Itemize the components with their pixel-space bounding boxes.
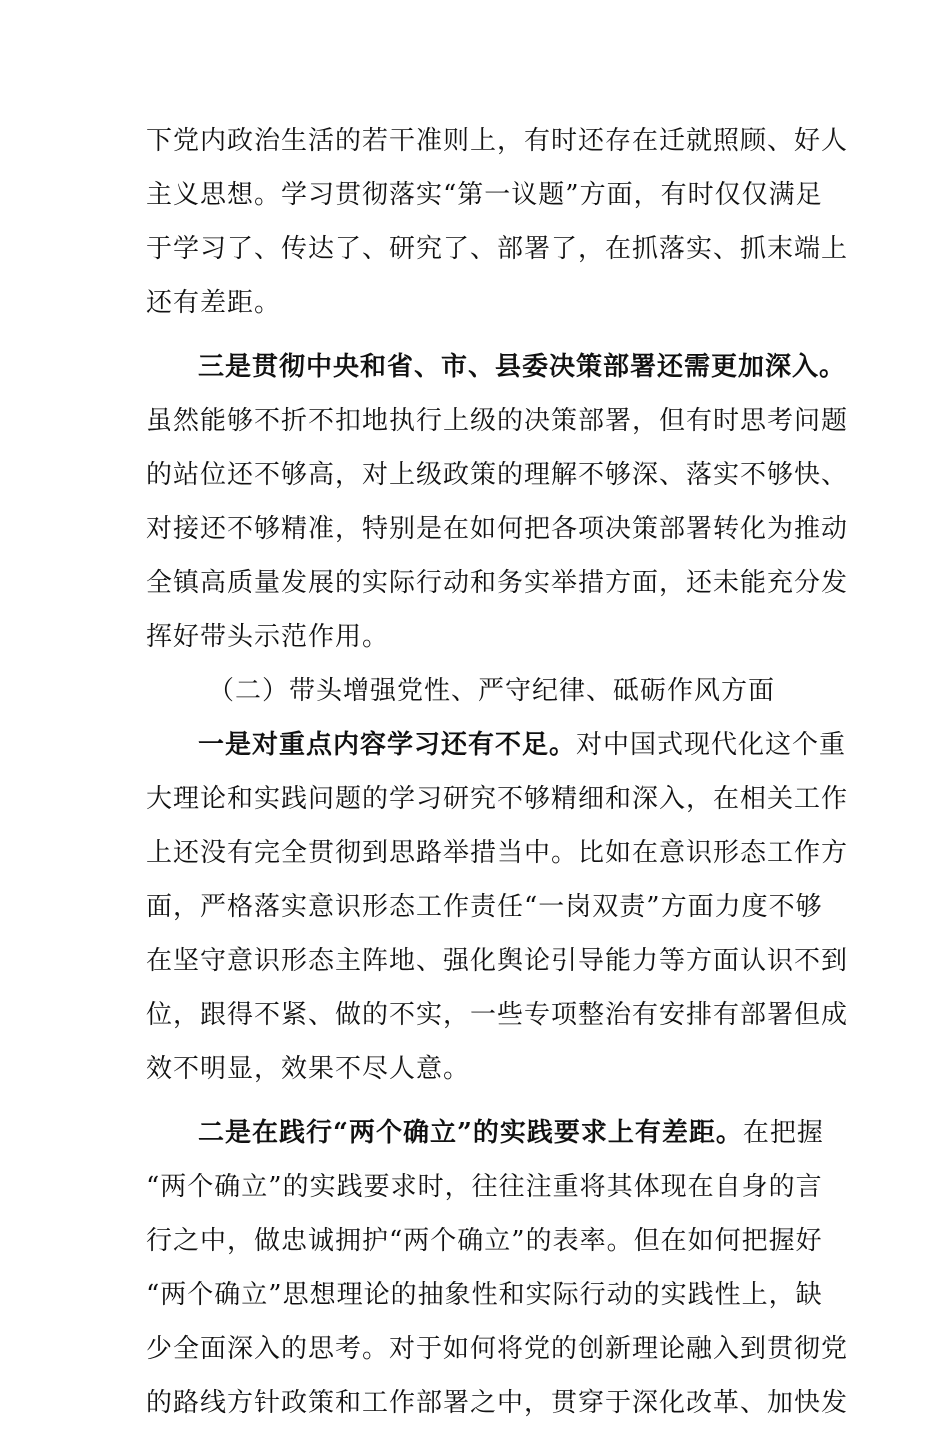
text-line: 位，跟得不紧、做的不实，一些专项整治有安排有部署但成 [146,1000,849,1030]
paragraph-3 [146,718,849,1096]
first-line [146,1106,824,1160]
text-line: 主义思想。学习贯彻落实“第一议题”方面，有时仅仅满足 [146,180,823,210]
text-line: “两个确立”思想理论的抽象性和实际行动的实践性上，缺 [146,1280,823,1310]
text-line: “两个确立”的实践要求时，往往注重将其体现在自身的言 [146,1172,823,1202]
text-line: 还有差距。 [146,288,282,318]
first-line-rest: 对中国式现代化这个重 [576,730,847,760]
text-line: 挥好带头示范作用。 [146,622,390,652]
text-line: 的站位还不够高，对上级政策的理解不够深、落实不够快、 [146,460,849,490]
paragraph-1 [146,114,849,330]
text-line: 于学习了、传达了、研究了、部署了，在抓落实、抓末端上 [146,234,849,264]
text-line: 下党内政治生活的若干准则上，有时还存在迁就照顾、好人 [146,126,849,156]
text-line: 对接还不够精准，特别是在如何把各项决策部署转化为推动 [146,514,849,544]
text-line: 效不明显，效果不尽人意。 [146,1054,471,1084]
document-page [146,114,849,1430]
text-line: 上还没有完全贯彻到思路举措当中。比如在意识形态工作方 [146,838,849,868]
text-line: 面，严格落实意识形态工作责任“一岗双责”方面力度不够 [146,892,823,922]
text-line: 少全面深入的思考。对于如何将党的创新理论融入到贯彻党 [146,1334,849,1364]
section-heading: （二）带头增强党性、严守纪律、砥砺作风方面 [208,676,776,706]
text-line: 大理论和实践问题的学习研究不够精细和深入，在相关工作 [146,784,849,814]
bold-lead: 一是对重点内容学习还有不足。 [198,730,577,760]
text-line: 全镇高质量发展的实际行动和务实举措方面，还未能充分发 [146,568,849,598]
text-line: 虽然能够不折不扣地执行上级的决策部署，但有时思考问题 [146,406,849,436]
paragraph-2 [146,340,849,664]
bold-lead: 二是在践行“两个确立”的实践要求上有差距。 [198,1118,743,1148]
first-line-rest: 在把握 [742,1118,824,1148]
text-line: 行之中，做忠诚拥护“两个确立”的表率。但在如何把握好 [146,1226,823,1256]
paragraph-4 [146,1106,849,1430]
first-line [146,718,847,772]
bold-lead-line: 三是贯彻中央和省、市、县委决策部署还需更加深入。 [198,352,847,382]
text-line: 在坚守意识形态主阵地、强化舆论引导能力等方面认识不到 [146,946,849,976]
text-line: 的路线方针政策和工作部署之中，贯穿于深化改革、加快发 [146,1388,849,1418]
